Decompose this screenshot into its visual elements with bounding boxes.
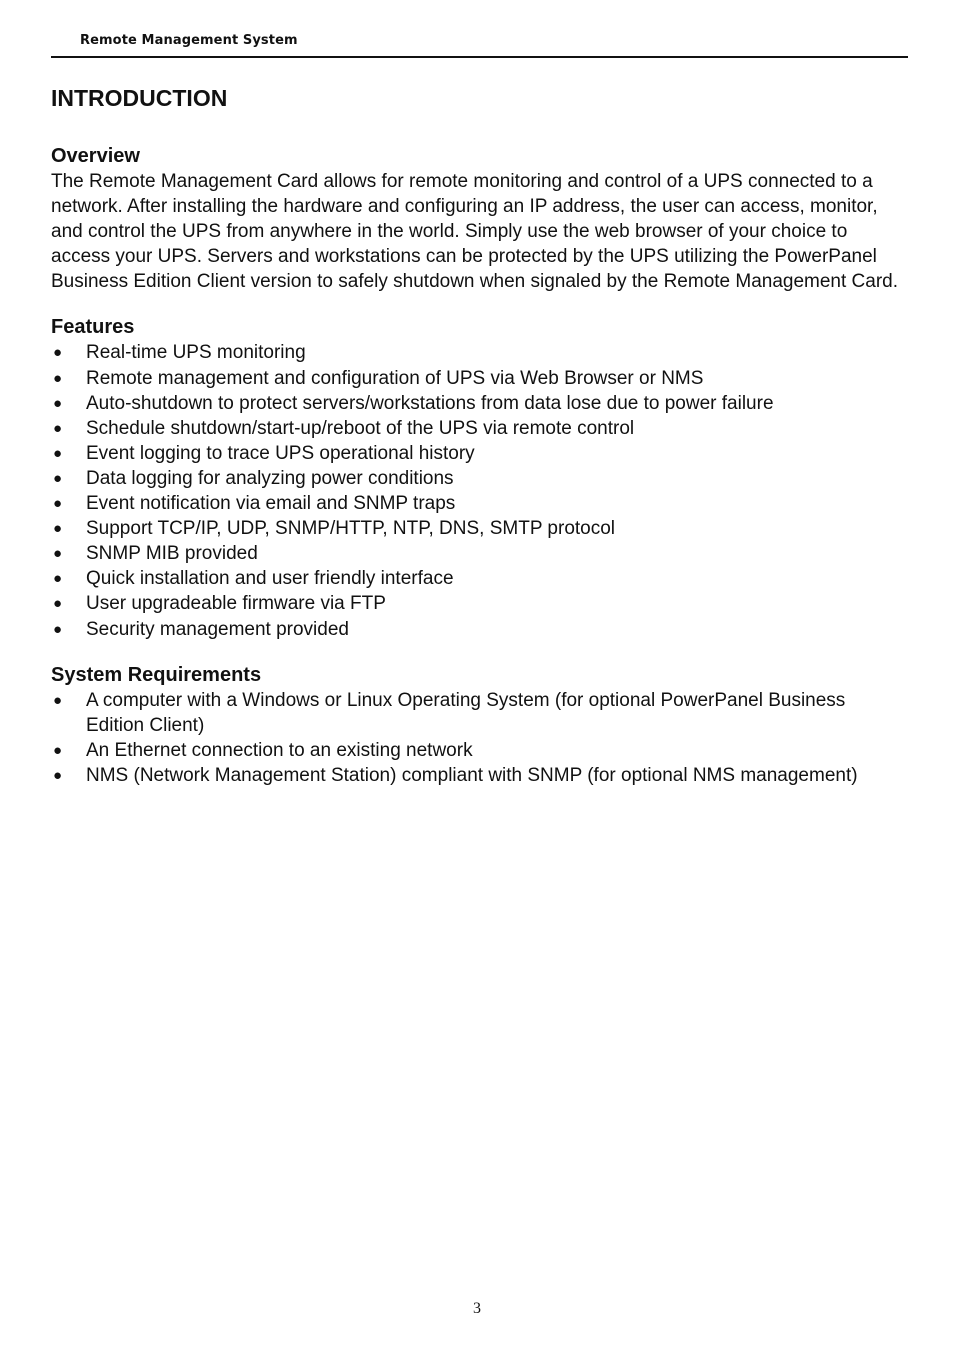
list-item <box>51 763 906 788</box>
bullet-icon: ● <box>53 545 63 563</box>
bullet-icon: ● <box>53 741 63 759</box>
bullet-icon: ● <box>53 520 63 538</box>
bullet-icon: ● <box>53 766 63 784</box>
list-item <box>51 340 906 365</box>
list-item <box>51 566 906 591</box>
bullet-icon: ● <box>53 369 63 387</box>
list-item-text: Schedule shutdown/start-up/reboot of the UPS via remote control <box>86 417 635 439</box>
system-requirements-list <box>51 688 911 788</box>
system-requirements-heading: System Requirements <box>51 663 262 686</box>
bullet-icon: ● <box>53 595 63 613</box>
list-item-text: Event notification via email and SNMP traps <box>86 493 456 515</box>
list-item-text: Quick installation and user friendly interface <box>86 568 454 590</box>
page-content <box>51 82 911 788</box>
bullet-icon: ● <box>53 394 63 412</box>
list-item-text: Support TCP/IP, UDP, SNMP/HTTP, NTP, DNS, SMTP protocol <box>86 518 616 540</box>
header-rule <box>51 56 908 58</box>
bullet-icon: ● <box>53 495 63 513</box>
list-item <box>51 738 906 763</box>
list-item-text: NMS (Network Management Station) compliant with SNMP (for optional NMS management) <box>86 764 858 786</box>
list-item-text: Auto-shutdown to protect servers/workstations from data lose due to power failure <box>86 392 774 414</box>
list-item-text: User upgradeable firmware via FTP <box>86 593 386 615</box>
bullet-icon: ● <box>53 620 63 638</box>
list-item <box>51 416 906 441</box>
list-item <box>51 391 906 416</box>
bullet-icon: ● <box>53 570 63 588</box>
page-title: INTRODUCTION <box>51 85 228 111</box>
running-header: Remote Management System <box>80 33 298 48</box>
list-item-text: Security management provided <box>86 618 349 640</box>
list-item <box>51 466 906 491</box>
overview-heading: Overview <box>51 145 140 167</box>
list-item-text: SNMP MIB provided <box>86 543 258 565</box>
list-item <box>51 541 906 566</box>
list-item <box>51 591 906 616</box>
bullet-icon: ● <box>53 419 63 437</box>
list-item-text: Real-time UPS monitoring <box>86 342 306 364</box>
list-item <box>51 366 906 391</box>
list-item <box>51 617 906 642</box>
list-item-text: Remote management and configuration of UPS via Web Browser or NMS <box>86 367 704 389</box>
list-item-text: Data logging for analyzing power conditions <box>86 467 454 489</box>
overview-paragraph: The Remote Management Card allows for remote monitoring and control of a UPS connected to a network. After installing the hardware and configuring an IP address, the user can access, monitor, and control the UPS from anywhere in the world. Simply use the web browser of your choice to access your UPS. Servers and workstations can be protected by the UPS utilizing the PowerPanel Business Edition Client version to safely shutdown when signaled by the Remote Management Card. <box>51 171 899 293</box>
bullet-icon: ● <box>53 344 63 362</box>
list-item-text: Event logging to trace UPS operational history <box>86 442 475 464</box>
list-item <box>51 441 906 466</box>
list-item <box>51 516 906 541</box>
bullet-icon: ● <box>53 444 63 462</box>
list-item-text: An Ethernet connection to an existing network <box>86 739 473 761</box>
features-section <box>51 315 911 641</box>
bullet-icon: ● <box>53 691 63 709</box>
list-item-text: A computer with a Windows or Linux Operating System (for optional PowerPanel Business Edition Client) <box>86 689 846 736</box>
overview-section <box>51 144 911 294</box>
bullet-icon: ● <box>53 469 63 487</box>
features-list <box>51 340 911 641</box>
page-number: 3 <box>473 1300 481 1317</box>
list-item <box>51 491 906 516</box>
features-heading: Features <box>51 316 135 339</box>
system-requirements-section <box>51 663 911 788</box>
list-item <box>51 688 906 738</box>
